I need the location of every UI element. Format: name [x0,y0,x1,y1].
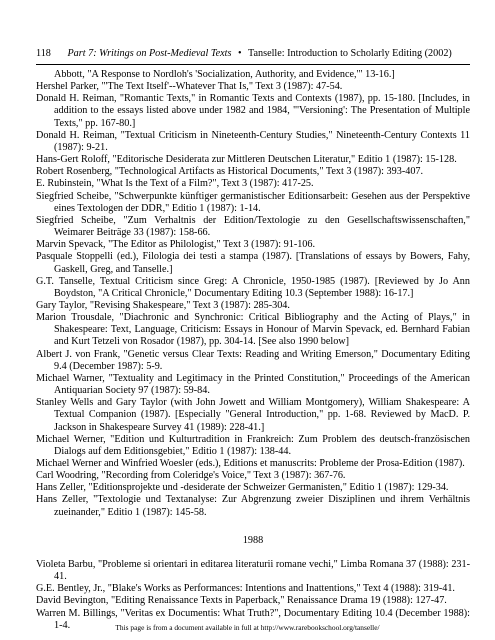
list-item: Carl Woodring, "Recording from Coleridge's Voice," Text 3 (1987): 367-76. [36,470,346,482]
list-item: Donald H. Reiman, "Romantic Texts," in Romantic Texts and Contexts (1987), pp. 15-180. [Includes, in addition to the essays listed above under 1982 and 1984, "'Versioning': The Presentation of Multiple Texts," pp. 167-80.] [36,93,470,129]
list-item: Abbott, "A Response to Nordloh's 'Socialization, Authority, and Evidence,'" 13-16.] [54,69,395,80]
list-item: Hans Zeller, "Editionsprojekte und -desiderate der Schweizer Germanisten," Editio 1 (1987): 129-34. [36,482,449,494]
list-item: Hans-Gert Roloff, "Editorische Desiderata zur Mittleren Deutschen Literatur," Editio 1 (1987): 15-128. [36,154,457,166]
list-item: Albert J. von Frank, "Genetic versus Clear Texts: Reading and Writing Emerson," Documentary Editing 9.4 (December 1987): 5-9. [36,348,470,372]
list-item: Siegfried Scheibe, "Zum Verhaltnis der Edition/Textologie zu den Gesellschaftswissenschaften," Weimarer Beiträge 33 (1987): 158-66. [36,214,470,239]
list-item: Michael Werner, "Edition und Kulturtradition in Frankreich: Zum Problem des deutsch-französischen Dialogs auf dem Editionsgebiet," Editio 1 (1987): 138-44. [36,433,470,457]
list-item: Robert Rosenberg, "Technological Artifacts as Historical Documents," Text 3 (1987): 393-407. [36,166,424,178]
list-item: G.E. Bentley, Jr., "Blake's Works as Performances: Intentions and Inattentions," Text 4 (1988): 319-41. [36,583,455,595]
list-item: Siegfried Scheibe, "Schwerpunkte künftiger germanistischer Editionsarbeit: Gesehen aus der Perspektive eines Textologen der DDR," Editio 1 (1987): 1-14. [36,190,470,214]
list-item: G.T. Tanselle, Textual Criticism since Greg: A Chronicle, 1950-1985 (1987). [Reviewed by Jo Ann Boydston, "A Critical Chronicle," Documentary Editing 10.3 (September 1988): 16-17.] [36,275,470,299]
list-item: Gary Taylor, "Revising Shakespeare," Text 3 (1987): 285-304. [36,299,290,311]
list-item: Hershel Parker, "'The Text Itself'--Whatever That Is," Text 3 (1987): 47-54. [36,81,343,93]
running-header [36,48,470,60]
list-item: David Bevington, "Editing Renaissance Texts in Paperback," Renaissance Drama 19 (1988): 127-47. [36,595,447,607]
list-item: Warren M. Billings, "Veritas ex Documentis: What Truth?", Documentary Editing 10.4 (December 1988): 1-4. [36,607,470,631]
bibliography-list [36,69,470,632]
separator: • [238,48,242,59]
page-number: 118 [36,48,51,59]
book-title: Tanselle: Introduction to Scholarly Editing (2002) [247,48,452,59]
list-item: Violeta Barbu, "Probleme si orientari in editarea literaturii romane vechi," Limba Romana 37 (1988): 231-41. [36,558,470,583]
header-rule [36,64,470,65]
footer-note: This page is from a document available in full at http://www.rarebookschool.org/tanselle/ [115,623,380,632]
list-item: Stanley Wells and Gary Taylor (with John Jowett and William Montgomery), William Shakespeare: A Textual Companion (1987). [Especially "General Introduction," pp. 1-68. Reviewed by MacD. P. Jackson in Shakespeare Survey 41 (1989): 228-41.] [36,397,470,433]
list-item: E. Rubinstein, "What Is the Text of a Film?", Text 3 (1987): 417-25. [36,178,314,190]
list-item: Donald H. Reiman, "Textual Criticism in Nineteenth-Century Studies," Nineteenth-Century Contexts 11 (1987): 9-21. [36,129,470,153]
list-item: Michael Warner, "Textuality and Legitimacy in the Printed Constitution," Proceedings of the American Antiquarian Society 97 (1987): 59-84. [36,372,470,397]
section-title: Part 7: Writings on Post-Medieval Texts [67,48,232,59]
list-item: Hans Zeller, "Textologie und Textanalyse: Zur Abgrenzung zweier Disziplinen und ihrem Verhältnis zueinander," Editio 1 (1987): 145-58. [36,494,470,518]
list-item: Marvin Spevack, "The Editor as Philologist," Text 3 (1987): 91-106. [36,239,316,251]
year-heading: 1988 [242,534,264,546]
list-item: Michael Werner and Winfried Woesler (eds.), Editions et manuscrits: Probleme der Prosa-Edition (1987). [36,458,465,469]
list-item: Marion Trousdale, "Diachronic and Synchronic: Critical Bibliography and the Acting of Plays," in Shakespeare: Text, Language, Criticism: Essays in Honour of Marvin Spevack, ed. Bernhard Fabian and Kurt Tetzeli von Rosador (1987), pp. 304-14. [See also 1990 below] [36,312,470,348]
list-item: Pasquale Stoppelli (ed.), Filologia dei testi a stampa (1987). [Translations of essays by Bowers, Fahy, Gaskell, Greg, and Tanselle.] [36,251,470,275]
